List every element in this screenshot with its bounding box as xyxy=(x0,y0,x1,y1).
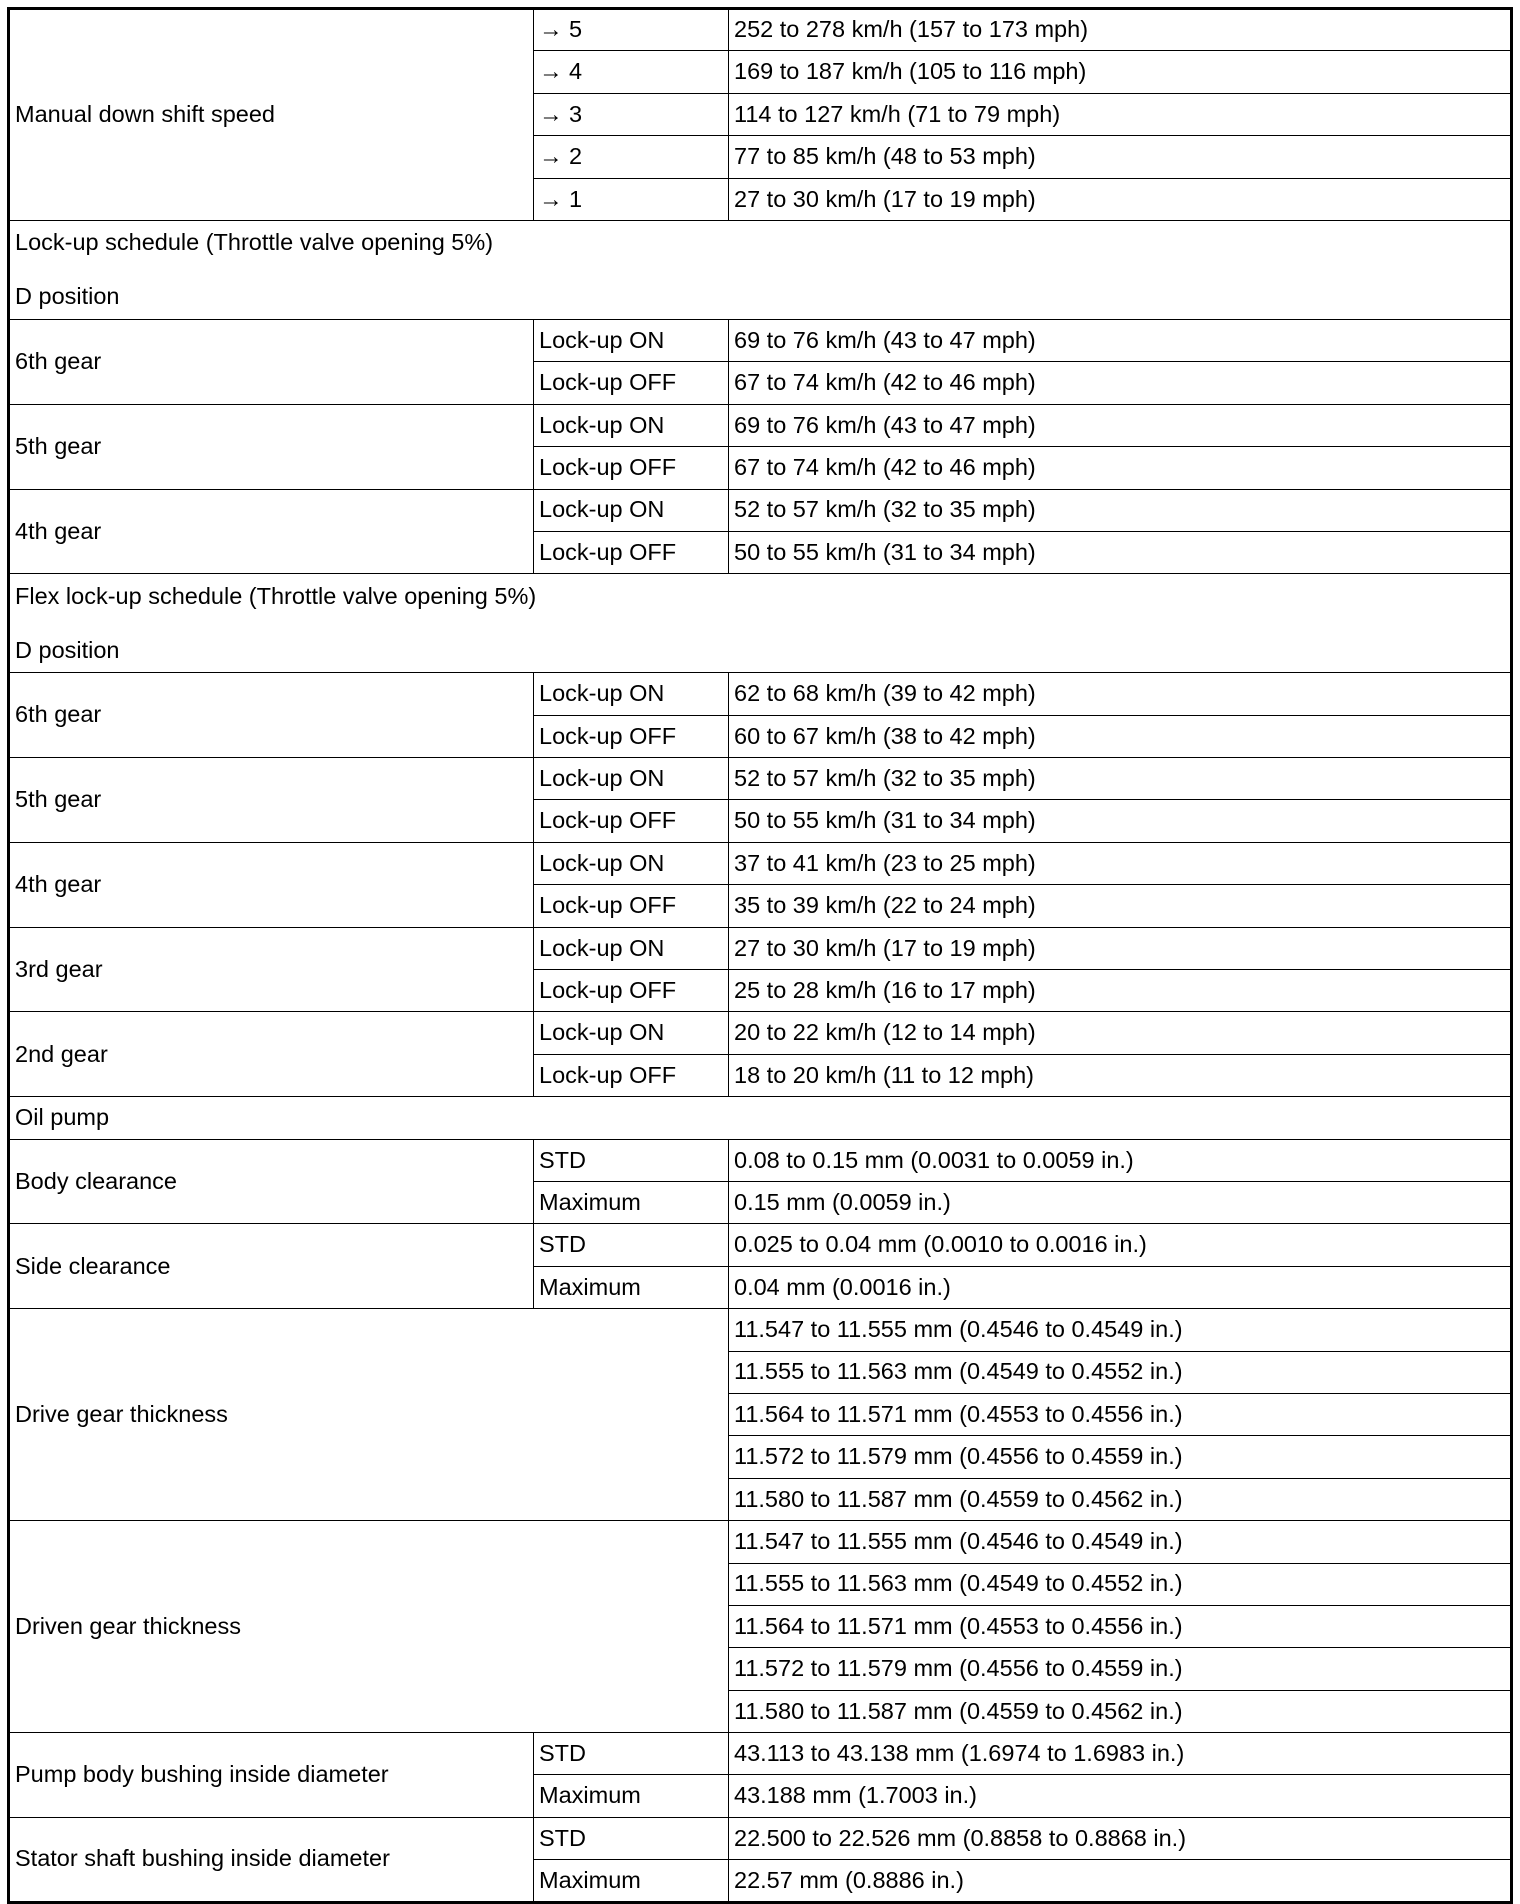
lockup-state: Lock-up OFF xyxy=(534,800,729,842)
table-row xyxy=(9,319,1512,361)
lockup-state: Lock-up ON xyxy=(534,1012,729,1054)
lockup-speed: 18 to 20 km/h (11 to 12 mph) xyxy=(729,1054,1512,1096)
driven-gear-thickness-label: Driven gear thickness xyxy=(9,1521,729,1733)
spec-type: Maximum xyxy=(534,1860,729,1902)
table-row xyxy=(9,1733,1512,1775)
lockup-speed: 52 to 57 km/h (32 to 35 mph) xyxy=(729,758,1512,800)
spec-value: 0.08 to 0.15 mm (0.0031 to 0.0059 in.) xyxy=(729,1139,1512,1181)
spec-value: 11.547 to 11.555 mm (0.4546 to 0.4549 in.) xyxy=(729,1521,1512,1563)
lockup-speed: 69 to 76 km/h (43 to 47 mph) xyxy=(729,404,1512,446)
manual-down-shift-label: Manual down shift speed xyxy=(9,9,534,221)
spec-value: 0.04 mm (0.0016 in.) xyxy=(729,1266,1512,1308)
gear-label: 3rd gear xyxy=(9,927,534,1012)
table-row xyxy=(9,1139,1512,1181)
spec-value: 11.580 to 11.587 mm (0.4559 to 0.4562 in.) xyxy=(729,1478,1512,1520)
table-row xyxy=(9,9,1512,51)
table-row xyxy=(9,404,1512,446)
table-row xyxy=(9,1012,1512,1054)
section-header-row xyxy=(9,574,1512,619)
lockup-speed: 67 to 74 km/h (42 to 46 mph) xyxy=(729,362,1512,404)
lockup-speed: 67 to 74 km/h (42 to 46 mph) xyxy=(729,447,1512,489)
lockup-state: Lock-up OFF xyxy=(534,715,729,757)
lockup-state: Lock-up ON xyxy=(534,842,729,884)
shift-gear: → 4 xyxy=(534,51,729,93)
spec-value: 0.15 mm (0.0059 in.) xyxy=(729,1181,1512,1223)
lockup-state: Lock-up ON xyxy=(534,927,729,969)
side-clearance-label: Side clearance xyxy=(9,1224,534,1309)
lockup-speed: 60 to 67 km/h (38 to 42 mph) xyxy=(729,715,1512,757)
lockup-speed: 62 to 68 km/h (39 to 42 mph) xyxy=(729,673,1512,715)
specification-table xyxy=(7,7,1513,1904)
lockup-speed: 69 to 76 km/h (43 to 47 mph) xyxy=(729,319,1512,361)
gear-label: 5th gear xyxy=(9,404,534,489)
gear-label: 4th gear xyxy=(9,489,534,574)
spec-type: Maximum xyxy=(534,1266,729,1308)
stator-bushing-label: Stator shaft bushing inside diameter xyxy=(9,1817,534,1902)
table-row xyxy=(9,1817,1512,1859)
shift-gear: → 1 xyxy=(534,178,729,220)
drive-gear-thickness-label: Drive gear thickness xyxy=(9,1309,729,1521)
table-row xyxy=(9,1309,1512,1351)
lockup-speed: 27 to 30 km/h (17 to 19 mph) xyxy=(729,927,1512,969)
table-row xyxy=(9,927,1512,969)
flex-lockup-position-label: D position xyxy=(9,619,1512,673)
lockup-state: Lock-up OFF xyxy=(534,531,729,573)
shift-speed: 77 to 85 km/h (48 to 53 mph) xyxy=(729,136,1512,178)
gear-label: 2nd gear xyxy=(9,1012,534,1097)
lockup-position-label: D position xyxy=(9,265,1512,319)
lockup-state: Lock-up OFF xyxy=(534,885,729,927)
spec-value: 11.572 to 11.579 mm (0.4556 to 0.4559 in.) xyxy=(729,1436,1512,1478)
spec-type: STD xyxy=(534,1224,729,1266)
spec-value: 11.564 to 11.571 mm (0.4553 to 0.4556 in.) xyxy=(729,1393,1512,1435)
gear-label: 6th gear xyxy=(9,673,534,758)
oil-pump-title: Oil pump xyxy=(9,1097,1512,1139)
section-subheader-row xyxy=(9,265,1512,319)
spec-value: 11.555 to 11.563 mm (0.4549 to 0.4552 in.) xyxy=(729,1351,1512,1393)
shift-speed: 169 to 187 km/h (105 to 116 mph) xyxy=(729,51,1512,93)
gear-label: 4th gear xyxy=(9,842,534,927)
lockup-state: Lock-up OFF xyxy=(534,1054,729,1096)
spec-type: Maximum xyxy=(534,1775,729,1817)
section-header-row xyxy=(9,1097,1512,1139)
body-clearance-label: Body clearance xyxy=(9,1139,534,1224)
section-header-row xyxy=(9,220,1512,265)
lockup-state: Lock-up ON xyxy=(534,489,729,531)
lockup-speed: 37 to 41 km/h (23 to 25 mph) xyxy=(729,842,1512,884)
shift-speed: 252 to 278 km/h (157 to 173 mph) xyxy=(729,9,1512,51)
lockup-speed: 20 to 22 km/h (12 to 14 mph) xyxy=(729,1012,1512,1054)
lockup-state: Lock-up ON xyxy=(534,758,729,800)
lockup-state: Lock-up OFF xyxy=(534,362,729,404)
spec-type: Maximum xyxy=(534,1181,729,1223)
spec-type: STD xyxy=(534,1817,729,1859)
flex-lockup-schedule-title: Flex lock-up schedule (Throttle valve opening 5%) xyxy=(9,574,1512,619)
lockup-speed: 35 to 39 km/h (22 to 24 mph) xyxy=(729,885,1512,927)
lockup-schedule-title: Lock-up schedule (Throttle valve opening 5%) xyxy=(9,220,1512,265)
lockup-speed: 50 to 55 km/h (31 to 34 mph) xyxy=(729,800,1512,842)
spec-value: 11.547 to 11.555 mm (0.4546 to 0.4549 in.) xyxy=(729,1309,1512,1351)
lockup-state: Lock-up ON xyxy=(534,319,729,361)
shift-speed: 114 to 127 km/h (71 to 79 mph) xyxy=(729,93,1512,135)
lockup-speed: 52 to 57 km/h (32 to 35 mph) xyxy=(729,489,1512,531)
lockup-state: Lock-up OFF xyxy=(534,970,729,1012)
table-row xyxy=(9,842,1512,884)
gear-label: 6th gear xyxy=(9,319,534,404)
shift-speed: 27 to 30 km/h (17 to 19 mph) xyxy=(729,178,1512,220)
spec-value: 11.555 to 11.563 mm (0.4549 to 0.4552 in.) xyxy=(729,1563,1512,1605)
section-subheader-row xyxy=(9,619,1512,673)
spec-value: 11.572 to 11.579 mm (0.4556 to 0.4559 in.) xyxy=(729,1648,1512,1690)
spec-value: 11.580 to 11.587 mm (0.4559 to 0.4562 in.) xyxy=(729,1690,1512,1732)
shift-gear: → 2 xyxy=(534,136,729,178)
lockup-state: Lock-up ON xyxy=(534,673,729,715)
spec-value: 11.564 to 11.571 mm (0.4553 to 0.4556 in.) xyxy=(729,1605,1512,1647)
spec-value: 43.188 mm (1.7003 in.) xyxy=(729,1775,1512,1817)
spec-type: STD xyxy=(534,1733,729,1775)
table-row xyxy=(9,489,1512,531)
spec-value: 22.57 mm (0.8886 in.) xyxy=(729,1860,1512,1902)
spec-value: 22.500 to 22.526 mm (0.8858 to 0.8868 in.) xyxy=(729,1817,1512,1859)
spec-value: 0.025 to 0.04 mm (0.0010 to 0.0016 in.) xyxy=(729,1224,1512,1266)
lockup-state: Lock-up OFF xyxy=(534,447,729,489)
lockup-state: Lock-up ON xyxy=(534,404,729,446)
table-row xyxy=(9,1224,1512,1266)
gear-label: 5th gear xyxy=(9,758,534,843)
table-row xyxy=(9,673,1512,715)
pump-bushing-label: Pump body bushing inside diameter xyxy=(9,1733,534,1818)
spec-type: STD xyxy=(534,1139,729,1181)
shift-gear: → 5 xyxy=(534,9,729,51)
lockup-speed: 50 to 55 km/h (31 to 34 mph) xyxy=(729,531,1512,573)
lockup-speed: 25 to 28 km/h (16 to 17 mph) xyxy=(729,970,1512,1012)
shift-gear: → 3 xyxy=(534,93,729,135)
spec-value: 43.113 to 43.138 mm (1.6974 to 1.6983 in.) xyxy=(729,1733,1512,1775)
table-row xyxy=(9,758,1512,800)
table-row xyxy=(9,1521,1512,1563)
